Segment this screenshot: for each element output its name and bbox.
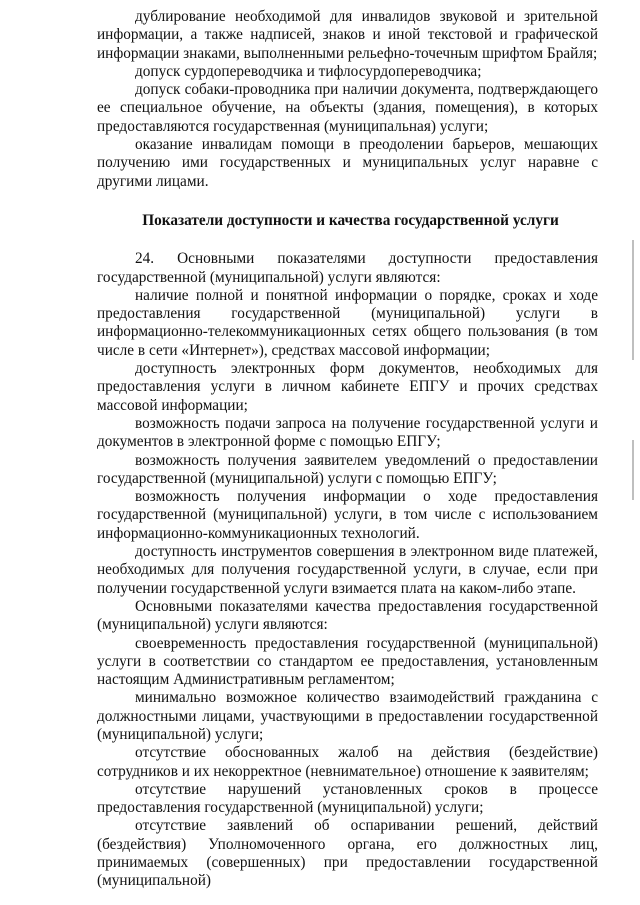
- paragraph-braille: дублирование необходимой для инвалидов звуковой и зрительной информации, а также надписей, знаков и иной текстовой и графической информации знаками, выполненными рельефно-точечным шрифтом Брайля;: [97, 8, 598, 62]
- top-section: [97, 8, 598, 191]
- paragraph-request-submission: возможность подачи запроса на получение государственной услуги и документов в электронной форме с помощью ЕПГУ;: [97, 414, 598, 451]
- scan-edge-mark: [632, 240, 634, 360]
- scan-edge-mark: [632, 440, 634, 500]
- paragraph-barriers: оказание инвалидам помощи в преодолении барьеров, мешающих получению ими государственных и муниципальных услуг наравне с другими лицами.: [97, 136, 598, 190]
- paragraph-24: 24. Основными показателями доступности предоставления государственной (муниципальной) услуги являются:: [97, 250, 598, 286]
- paragraph-information: наличие полной и понятной информации о порядке, сроках и ходе предоставления государственной (муниципальной) услуги в информационно-телекоммуникационных сетях общего пользования (в том числе в сети «Интернет»), средствах массовой информации;: [97, 286, 598, 359]
- paragraph-interactions: минимально возможное количество взаимодействий гражданина с должностными лицами, участвующими в предоставлении государственной (муниципальной) услуги;: [97, 689, 598, 743]
- paragraph-notifications: возможность получения заявителем уведомлений о предоставлении государственной (муниципальной) услуги с помощью ЕПГУ;: [97, 451, 598, 487]
- paragraph-appeals: отсутствие заявлений об оспаривании решений, действий (бездействия) Уполномоченного органа, его должностных лиц, принимаемых (совершенных) при предоставлении государственной (муниципальной): [97, 817, 598, 890]
- paragraph-timeliness: своевременность предоставления государственной (муниципальной) услуги в соответствии со стандартом ее предоставления, установленным настоящим Административным регламентом;: [97, 634, 598, 689]
- paragraph-progress-info: возможность получения информации о ходе предоставления государственной (муниципальной) услуги, в том числе с использованием информационно-коммуникационных технологий.: [97, 488, 598, 542]
- section-heading: Показатели доступности и качества государственной услуги: [142, 211, 559, 229]
- main-section: [97, 250, 598, 890]
- paragraph-complaints: отсутствие обоснованных жалоб на действия (бездействие) сотрудников и их некорректное (невнимательное) отношение к заявителям;: [97, 744, 598, 780]
- paragraph-sign-language: допуск сурдопереводчика и тифлосурдопереводчика;: [135, 62, 482, 80]
- paragraph-payments: доступность инструментов совершения в электронном виде платежей, необходимых для получения государственной услуги, в случае, если при получении государственной услуги взимается плата на каком-либо этапе.: [97, 543, 598, 597]
- paragraph-deadlines: отсутствие нарушений установленных сроков в процессе предоставления государственной (муниципальной) услуги;: [97, 780, 598, 817]
- paragraph-guide-dog: допуск собаки-проводника при наличии документа, подтверждающего ее специальное обучение, на объекты (здания, помещения), в которых предоставляются государственная (муниципальная) услуги;: [97, 81, 598, 135]
- paragraph-quality-indicators: Основными показателями качества предоставления государственной (муниципальной) услуги являются:: [97, 597, 598, 634]
- paragraph-electronic-forms: доступность электронных форм документов, необходимых для предоставления услуги в личном кабинете ЕПГУ и прочих средствах массовой информации;: [97, 360, 598, 414]
